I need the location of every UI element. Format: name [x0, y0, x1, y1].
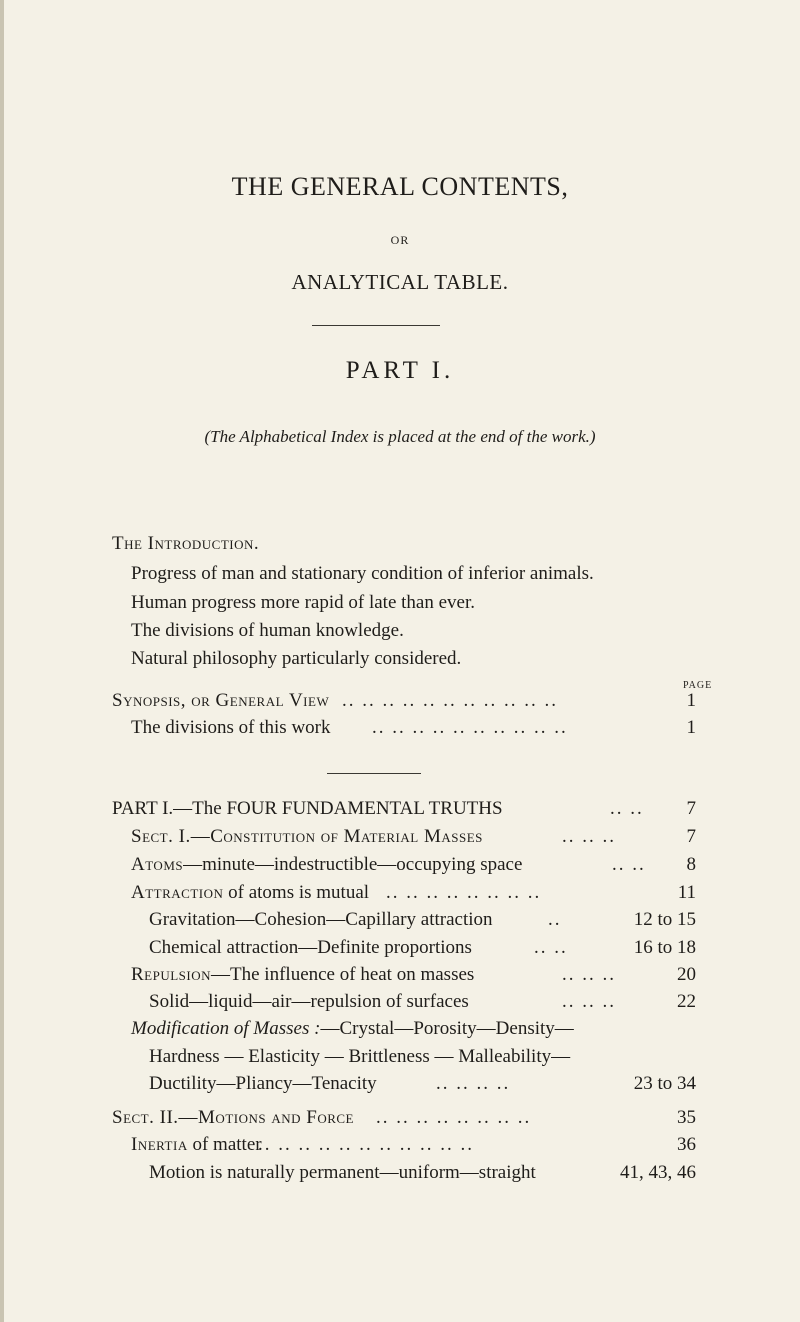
- page-number: 22: [677, 991, 696, 1012]
- dot-leader: .. .. ..: [562, 826, 616, 847]
- toc-entry: Solid—liquid—air—repulsion of surfaces: [149, 991, 469, 1012]
- dot-leader: ..: [548, 909, 562, 930]
- page-number: 35: [677, 1107, 696, 1128]
- part1-title: PART I.—The FOUR FUNDAMENTAL TRUTHS: [112, 798, 503, 819]
- page-number: 11: [677, 882, 696, 903]
- section-entry: [112, 1107, 354, 1129]
- page-number: 36: [677, 1134, 696, 1155]
- divider: [327, 773, 421, 774]
- dot-leader: .. .. .. .. .. .. .. ..: [386, 882, 542, 903]
- entry-text: —minute—indestructible—occupying space: [183, 854, 523, 875]
- analytical-table-title: ANALYTICAL TABLE.: [291, 270, 509, 294]
- entry-lead: Repulsion: [131, 964, 212, 985]
- entry-text: of atoms is mutual: [223, 882, 370, 903]
- entry-text: Motions and Force: [198, 1107, 354, 1128]
- toc-entry: Motion is naturally permanent—uniform—straight: [149, 1162, 536, 1183]
- part-heading: PART I.: [345, 357, 455, 384]
- divisions-entry: The divisions of this work: [131, 717, 331, 738]
- dot-leader: .. .. .. .. .. .. .. .. .. .. ..: [342, 690, 558, 711]
- divider: [312, 325, 440, 326]
- section-entry: [131, 826, 483, 848]
- dot-leader: .. .. ..: [562, 964, 616, 985]
- toc-entry: [131, 964, 474, 986]
- synopsis-entry: Synopsis, or General View: [112, 690, 330, 711]
- dot-leader: .. .. ..: [562, 991, 616, 1012]
- intro-line: Human progress more rapid of late than ever.: [131, 592, 475, 613]
- toc-entry: [131, 882, 369, 904]
- entry-lead: Attraction: [131, 882, 224, 903]
- entry-lead: Atoms: [131, 854, 184, 875]
- dot-leader: .. .. .. ..: [436, 1073, 511, 1094]
- dot-leader: .. .. .. .. .. .. .. .. .. ..: [372, 717, 568, 738]
- toc-entry: Gravitation—Cohesion—Capillary attraction: [149, 909, 493, 930]
- contents-title: THE GENERAL CONTENTS,: [231, 172, 569, 201]
- page-number: 1: [686, 690, 696, 711]
- entry-text: —The influence of heat on masses: [211, 964, 475, 985]
- entry-lead: Sect. II.—: [112, 1107, 199, 1128]
- page-number: 7: [686, 798, 696, 819]
- dot-leader: .. ..: [612, 854, 646, 875]
- toc-entry: [131, 854, 522, 876]
- entry-text: of matter: [187, 1134, 262, 1155]
- index-note: (The Alphabetical Index is placed at the end of the work.): [204, 427, 596, 446]
- entry-lead: Modification of Masses :: [131, 1018, 321, 1039]
- page-number: 16 to 18: [633, 937, 696, 958]
- page-number: 41, 43, 46: [620, 1162, 696, 1183]
- dot-leader: .. ..: [534, 937, 568, 958]
- toc-entry: Chemical attraction—Definite proportions: [149, 937, 472, 958]
- page-number: 7: [686, 826, 696, 847]
- page-number: 12 to 15: [633, 909, 696, 930]
- page-number: 23 to 34: [633, 1073, 696, 1094]
- intro-line: Progress of man and stationary condition of inferior animals.: [131, 563, 594, 584]
- entry-text: —Crystal—Porosity—Density—: [320, 1018, 574, 1039]
- toc-entry: [131, 1018, 574, 1040]
- entry-lead: Sect. I.—: [131, 826, 211, 847]
- toc-entry: Hardness — Elasticity — Brittleness — Malleability—: [149, 1046, 571, 1067]
- intro-line: The divisions of human knowledge.: [131, 620, 404, 641]
- page-number: 8: [686, 854, 696, 875]
- page-number: 1: [686, 717, 696, 738]
- entry-lead: Inertia: [131, 1134, 188, 1155]
- entry-text: Constitution of Material Masses: [210, 826, 483, 847]
- toc-entry: [131, 1134, 262, 1156]
- dot-leader: .. ..: [610, 798, 644, 819]
- or-label: OR: [390, 233, 410, 247]
- dot-leader: .. .. .. .. .. .. .. .. .. .. ..: [258, 1134, 474, 1155]
- page-column-label: PAGE: [683, 680, 713, 691]
- toc-entry: Ductility—Pliancy—Tenacity: [149, 1073, 377, 1094]
- page-number: 20: [677, 964, 696, 985]
- dot-leader: .. .. .. .. .. .. .. ..: [376, 1107, 532, 1128]
- intro-line: Natural philosophy particularly considered.: [131, 648, 462, 669]
- intro-heading: The Introduction.: [112, 533, 260, 554]
